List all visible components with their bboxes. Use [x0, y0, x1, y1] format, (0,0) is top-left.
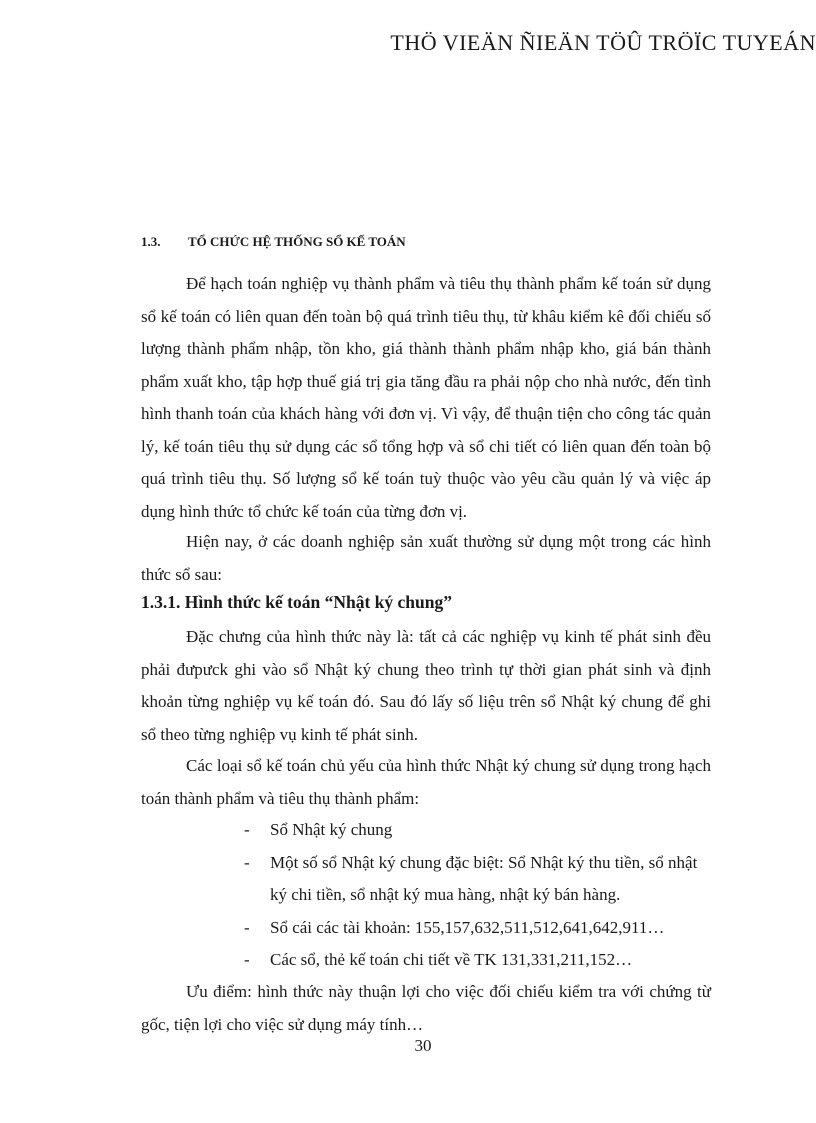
list-item — [244, 944, 714, 977]
list-item — [244, 814, 714, 847]
list-item-text: Sổ cái các tài khoản: 155,157,632,511,512,641,642,911… — [270, 917, 665, 937]
section-number: 1.3. — [141, 234, 161, 249]
list-item-text: Sổ Nhật ký chung — [270, 820, 393, 839]
paragraph-intro: Để hạch toán nghiệp vụ thành phẩm và tiêu thụ thành phẩm kế toán sử dụng sổ kế toán có liên quan đến toàn bộ quá trình tiêu thụ, từ khâu kiểm kê đối chiếu số lượng thành phẩm nhập, tồn kho, giá thành thành phẩm nhập kho, giá bán thành phẩm xuất kho, tập hợp thuế giá trị gia tăng đầu ra phải nộp cho nhà nước, đến tình hình thanh toán của khách hàng với đơn vị. Vì vậy, để thuận tiện cho công tác quản lý, kế toán tiêu thụ sử dụng các sổ tổng hợp và sổ chi tiết có liên quan đến toàn bộ quá trình tiêu thụ. Số lượng sổ kế toán tuỳ thuộc vào yêu cầu quản lý và việc áp dụng hình thức tổ chức kế toán của từng đơn vị. — [141, 274, 711, 521]
book-list — [244, 814, 714, 977]
list-dash: - — [244, 852, 250, 872]
list-item — [244, 912, 714, 945]
paragraph-advantages: Ưu điểm: hình thức này thuận lợi cho việc đối chiếu kiểm tra với chứng từ gốc, tiện lợi cho việc sử dụng máy tính… — [141, 982, 711, 1034]
list-dash: - — [244, 950, 250, 969]
list-item-text: Một số sổ Nhật ký chung đặc biệt: Sổ Nhật ký thu tiền, sổ nhật ký chi tiền, sổ nhật ký mua hàng, nhật ký bán hàng. — [270, 852, 698, 904]
page-number: 30 — [414, 1036, 432, 1055]
subsection-heading: 1.3.1. Hình thức kế toán “Nhật ký chung” — [141, 592, 452, 612]
section-heading — [141, 234, 406, 250]
list-item-text: Các sổ, thẻ kế toán chi tiết về TK 131,331,211,152… — [270, 950, 633, 969]
paragraph-features: Đặc chưng của hình thức này là: tất cả các nghiệp vụ kinh tế phát sinh đều phải đưpưck ghi vào sổ Nhật ký chung theo trình tự thời gian phát sinh và định khoản từng nghiệp vụ kế toán đó. Sau đó lấy số liệu trên sổ Nhật ký chung để ghi sổ theo từng nghiệp vụ kinh tế phát sinh. — [141, 627, 711, 744]
section-title: TỔ CHỨC HỆ THỐNG SỔ KẾ TOÁN — [188, 234, 406, 249]
page-header-title: THÖ VIEÄN ÑIEÄN TÖÛ TRÖÏC TUYEÁN — [390, 30, 816, 55]
paragraph-current: Hiện nay, ở các doanh nghiệp sản xuất thường sử dụng một trong các hình thức sổ sau: — [141, 532, 711, 584]
list-dash: - — [244, 820, 250, 839]
paragraph-book-types: Các loại sổ kế toán chủ yếu của hình thức Nhật ký chung sử dụng trong hạch toán thành phẩm và tiêu thụ thành phẩm: — [141, 756, 711, 808]
list-item — [244, 847, 714, 912]
list-dash: - — [244, 917, 250, 937]
